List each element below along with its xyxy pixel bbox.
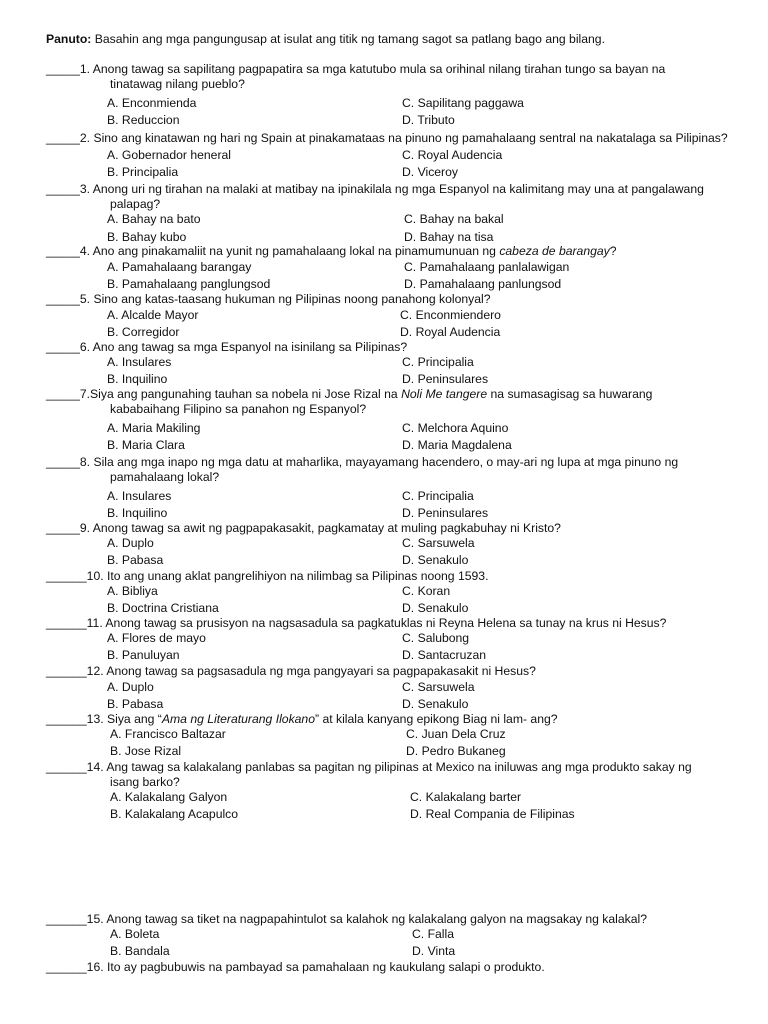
option-b: B. Kalakalang Acapulco	[110, 807, 239, 821]
option-a: A. Bahay na bato	[107, 212, 201, 226]
option-a: A. Enconmienda	[107, 96, 197, 110]
option-b: B. Reduccion	[107, 113, 180, 127]
question-stem-continued: palapag?	[110, 197, 161, 211]
option-c: C. Falla	[412, 927, 454, 941]
option-a: A. Flores de mayo	[107, 631, 206, 645]
option-c: C. Pamahalaang panlalawigan	[404, 260, 570, 274]
question-8	[46, 455, 746, 520]
question-stem: ______14. Ang tawag sa kalakalang panlabas sa pagitan ng pilipinas at Mexico na iniluwas ang mga produkto sakay ng	[46, 760, 692, 774]
question-6	[46, 340, 746, 386]
option-a: A. Boleta	[110, 927, 160, 941]
question-stem: _____2. Sino ang kinatawan ng hari ng Spain at pinakamataas na pinuno ng pamahalaang sentral na nakatalaga sa Pilipinas?	[46, 131, 728, 145]
question-stem: ______12. Anong tawag sa pagsasadula ng mga pangyayari sa pagpapakasakit ni Hesus?	[46, 664, 536, 678]
option-b: B. Doctrina Cristiana	[107, 601, 219, 615]
question-stem: _____1. Anong tawag sa sapilitang pagpapatira sa mga katutubo mula sa orihinal nilang tirahan tungo sa bayan na	[46, 62, 666, 76]
question-15	[46, 912, 746, 958]
option-d: D. Royal Audencia	[400, 325, 501, 339]
question-stem: _____3. Anong uri ng tirahan na malaki at matibay na ipinakilala ng mga Espanyol na kalimitang may una at pangalawang	[46, 182, 704, 196]
option-b: B. Maria Clara	[107, 438, 185, 452]
option-d: D. Tributo	[402, 113, 455, 127]
question-5	[46, 292, 746, 339]
instructions-text: Basahin ang mga pangungusap at isulat ang titik ng tamang sagot sa patlang bago ang bilang.	[94, 32, 605, 46]
question-stem: _____9. Anong tawag sa awit ng pagpapakasakit, pagkamatay at muling pagkabuhay ni Kristo?	[46, 521, 561, 535]
option-b: B. Inquilino	[107, 506, 168, 520]
question-9	[46, 521, 746, 567]
question-stem: _____7.Siya ang pangunahing tauhan sa nobela ni Jose Rizal na	[46, 387, 402, 401]
question-stem-end: na sumasagisag sa huwarang	[487, 387, 653, 401]
instructions	[46, 32, 605, 46]
option-d: D. Peninsulares	[402, 372, 489, 386]
option-a: A. Alcalde Mayor	[107, 308, 199, 322]
option-a: A. Francisco Baltazar	[110, 727, 226, 741]
question-12	[46, 664, 746, 711]
question-stem-line	[46, 244, 746, 259]
option-a: A. Kalakalang Galyon	[110, 790, 228, 804]
option-b: B. Bandala	[110, 944, 170, 958]
option-d: D. Peninsulares	[402, 506, 489, 520]
question-13	[46, 712, 746, 758]
option-b: B. Pamahalaang panglungsod	[107, 277, 271, 291]
question-stem-continued: tinatawag nilang pueblo?	[110, 77, 245, 91]
option-a: A. Duplo	[107, 680, 154, 694]
option-d: D. Santacruzan	[402, 648, 487, 662]
option-c: C. Koran	[402, 584, 451, 598]
question-10	[46, 569, 746, 615]
question-stem-end: ?	[609, 244, 617, 258]
option-b: B. Pabasa	[107, 697, 164, 711]
question-stem-italic: Ama ng Literaturang Ilokano	[161, 712, 315, 726]
option-c: C. Principalia	[402, 489, 474, 503]
question-stem-continued: pamahalaang lokal?	[110, 470, 220, 484]
option-c: C. Salubong	[402, 631, 470, 645]
question-7	[46, 387, 746, 452]
question-stem: ______13. Siya ang “	[46, 712, 162, 726]
option-d: D. Vinta	[412, 944, 456, 958]
option-d: D. Pamahalaang panlungsod	[404, 277, 562, 291]
option-d: D. Bahay na tisa	[404, 230, 494, 244]
question-4	[46, 244, 746, 291]
option-b: B. Panuluyan	[107, 648, 180, 662]
question-1	[46, 62, 746, 127]
option-c: C. Enconmiendero	[400, 308, 501, 322]
question-3	[46, 182, 746, 244]
question-2	[46, 131, 746, 179]
option-c: C. Principalia	[402, 355, 474, 369]
option-b: B. Inquilino	[107, 372, 168, 386]
option-a: A. Bibliya	[107, 584, 158, 598]
option-d: D. Senakulo	[402, 697, 469, 711]
question-stem: ______15. Anong tawag sa tiket na nagpapahintulot sa kalahok ng kalakalang galyon na magsakay ng kalakal?	[46, 912, 648, 926]
option-c: C. Royal Audencia	[402, 148, 503, 162]
option-a: A. Duplo	[107, 536, 154, 550]
question-stem: _____8. Sila ang mga inapo ng mga datu at maharlika, mayayamang hacendero, o may-ari ng lupa at mga pinuno ng	[46, 455, 679, 469]
question-stem: _____5. Sino ang katas-taasang hukuman ng Pilipinas noong panahong kolonyal?	[46, 292, 491, 306]
option-b: B. Corregidor	[107, 325, 180, 339]
option-d: D. Viceroy	[402, 165, 458, 179]
option-d: D. Maria Magdalena	[402, 438, 512, 452]
question-stem: _____6. Ano ang tawag sa mga Espanyol na isinilang sa Pilipinas?	[46, 340, 408, 354]
option-a: A. Insulares	[107, 355, 172, 369]
option-c: C. Bahay na bakal	[404, 212, 504, 226]
option-c: C. Sapilitang paggawa	[402, 96, 524, 110]
question-stem-continued: isang barko?	[110, 775, 180, 789]
option-c: C. Kalakalang barter	[410, 790, 522, 804]
option-b: B. Jose Rizal	[110, 744, 182, 758]
option-c: C. Juan Dela Cruz	[406, 727, 506, 741]
option-c: C. Melchora Aquino	[402, 421, 509, 435]
question-stem-line	[46, 712, 746, 727]
question-stem-end: ” at kilala kanyang epikong Biag ni lam- ang?	[315, 712, 558, 726]
question-11	[46, 616, 746, 662]
question-stem: _____4. Ano ang pinakamaliit na yunit ng pamahalaang lokal na pinamumunuan ng	[46, 244, 500, 258]
question-stem-line	[46, 387, 746, 402]
option-c: C. Sarsuwela	[402, 680, 475, 694]
option-c: C. Sarsuwela	[402, 536, 475, 550]
option-b: B. Pabasa	[107, 553, 164, 567]
question-stem-italic: cabeza de barangay	[499, 244, 610, 258]
instructions-label: Panuto:	[46, 32, 92, 46]
question-stem: ______10. Ito ang unang aklat pangrelihiyon na nilimbag sa Pilipinas noong 1593.	[46, 569, 489, 583]
option-a: A. Insulares	[107, 489, 172, 503]
option-d: D. Senakulo	[402, 553, 469, 567]
question-stem: ______16. Ito ay pagbubuwis na pambayad sa pamahalaan ng kaukulang salapi o produkto.	[46, 960, 545, 974]
option-b: B. Bahay kubo	[107, 230, 187, 244]
question-14	[46, 760, 746, 821]
question-stem-italic: Noli Me tangere	[401, 387, 488, 401]
question-stem: ______11. Anong tawag sa prusisyon na nagsasadula sa pagkatuklas ni Reyna Helena sa tunay na krus ni Hesus?	[46, 616, 667, 630]
option-d: D. Pedro Bukaneg	[406, 744, 506, 758]
question-16	[46, 960, 746, 975]
option-b: B. Principalia	[107, 165, 179, 179]
question-stem-continued: kababaihang Filipino sa panahon ng Espanyol?	[110, 402, 367, 416]
option-a: A. Pamahalaang barangay	[107, 260, 252, 274]
option-a: A. Gobernador heneral	[107, 148, 231, 162]
option-d: D. Real Compania de Filipinas	[410, 807, 575, 821]
option-a: A. Maria Makiling	[107, 421, 201, 435]
option-d: D. Senakulo	[402, 601, 469, 615]
